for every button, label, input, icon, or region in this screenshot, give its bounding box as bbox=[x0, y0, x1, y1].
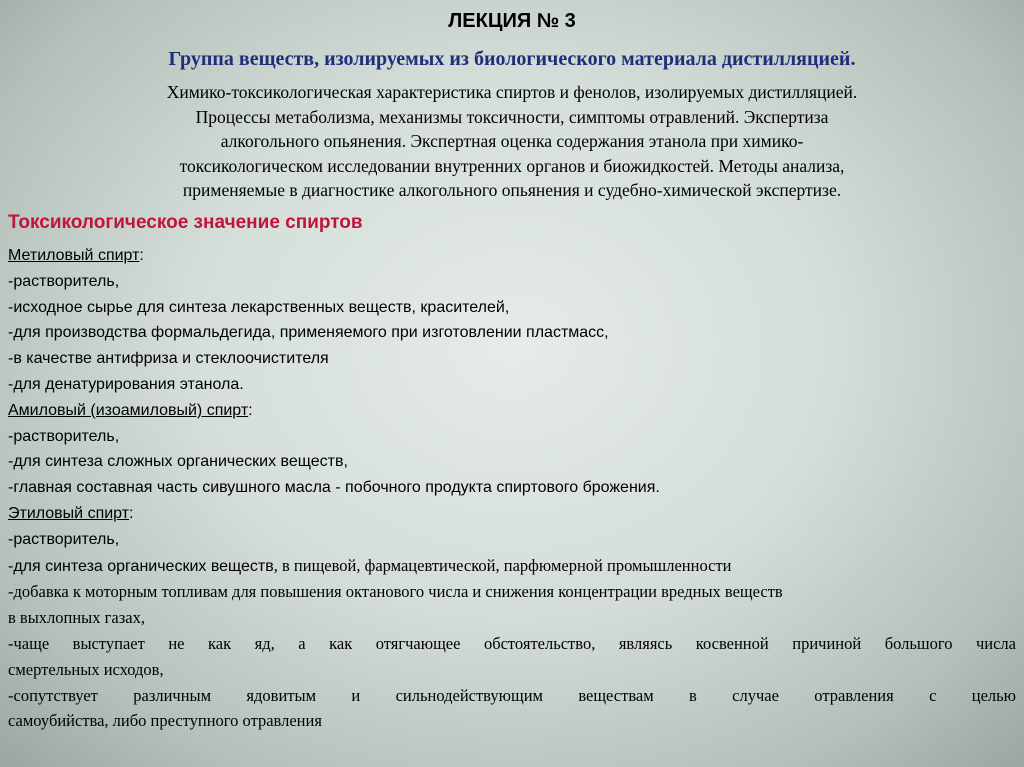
list-item: -исходное сырье для синтеза лекарственных веществ, красителей, bbox=[8, 298, 510, 316]
amyl-heading-line: Амиловый (изоамиловый) спирт: bbox=[8, 401, 253, 419]
lecture-description bbox=[60, 80, 964, 203]
content-list bbox=[8, 243, 1016, 734]
list-item-part: -для синтеза органических веществ bbox=[8, 557, 274, 575]
amyl-heading: Амиловый (изоамиловый) спирт bbox=[8, 401, 249, 419]
lecture-title: ЛЕКЦИЯ № 3 bbox=[448, 10, 576, 32]
list-item-part: , в пищевой, фармацевтической, парфюмерной промышленности bbox=[273, 555, 732, 575]
list-item: -чаще выступает не как яд, а как отягчающее обстоятельство, являясь косвенной причиной большого числа bbox=[8, 633, 1016, 653]
list-item: -в качестве антифриза и стеклоочистителя bbox=[8, 350, 329, 368]
list-item: в выхлопных газах, bbox=[8, 608, 145, 628]
section-title: Токсикологическое значение спиртов bbox=[8, 212, 363, 233]
list-item: -для денатурирования этанола. bbox=[8, 375, 244, 393]
list-item: -сопутствует различным ядовитым и сильнодействующим веществам в случае отравления с целью bbox=[8, 685, 1016, 705]
description-line: применяемые в диагностике алкогольного опьянения и судебно-химической экспертизе. bbox=[182, 180, 842, 200]
list-item: -растворитель, bbox=[8, 530, 120, 548]
list-item: -растворитель, bbox=[8, 272, 120, 290]
list-item: -добавка к моторным топливам для повышения октанового числа и снижения концентрации вредных веществ bbox=[8, 582, 783, 602]
description-line: алкогольного опьянения. Экспертная оценка содержания этанола при химико- bbox=[220, 131, 804, 151]
list-item: смертельных исходов, bbox=[8, 659, 164, 679]
methyl-heading: Метиловый спирт bbox=[8, 247, 140, 264]
list-item: -для производства формальдегида, применяемого при изготовлении пластмасс, bbox=[8, 324, 609, 342]
list-item: самоубийства, либо преступного отравления bbox=[8, 711, 322, 731]
lecture-subtitle: Группа веществ, изолируемых из биологического материала дистилляцией. bbox=[168, 48, 856, 70]
list-item: -растворитель, bbox=[8, 427, 120, 445]
ethyl-heading: Этиловый спирт bbox=[8, 504, 130, 522]
list-item: -для синтеза сложных органических веществ, bbox=[8, 453, 348, 471]
description-line: Химико-токсикологическая характеристика спиртов и фенолов, изолируемых дистилляцией. bbox=[166, 82, 858, 102]
list-item bbox=[8, 553, 1016, 580]
ethyl-heading-line: Этиловый спирт: bbox=[8, 504, 134, 522]
list-item: -главная составная часть сивушного масла - побочного продукта спиртового брожения. bbox=[8, 479, 660, 497]
description-line: токсикологическом исследовании внутренних органов и биожидкостей. Методы анализа, bbox=[179, 155, 845, 176]
description-line: Процессы метаболизма, механизмы токсичности, симптомы отравлений. Экспертиза bbox=[195, 106, 829, 127]
methyl-heading-line: Метиловый спирт: bbox=[8, 247, 144, 264]
